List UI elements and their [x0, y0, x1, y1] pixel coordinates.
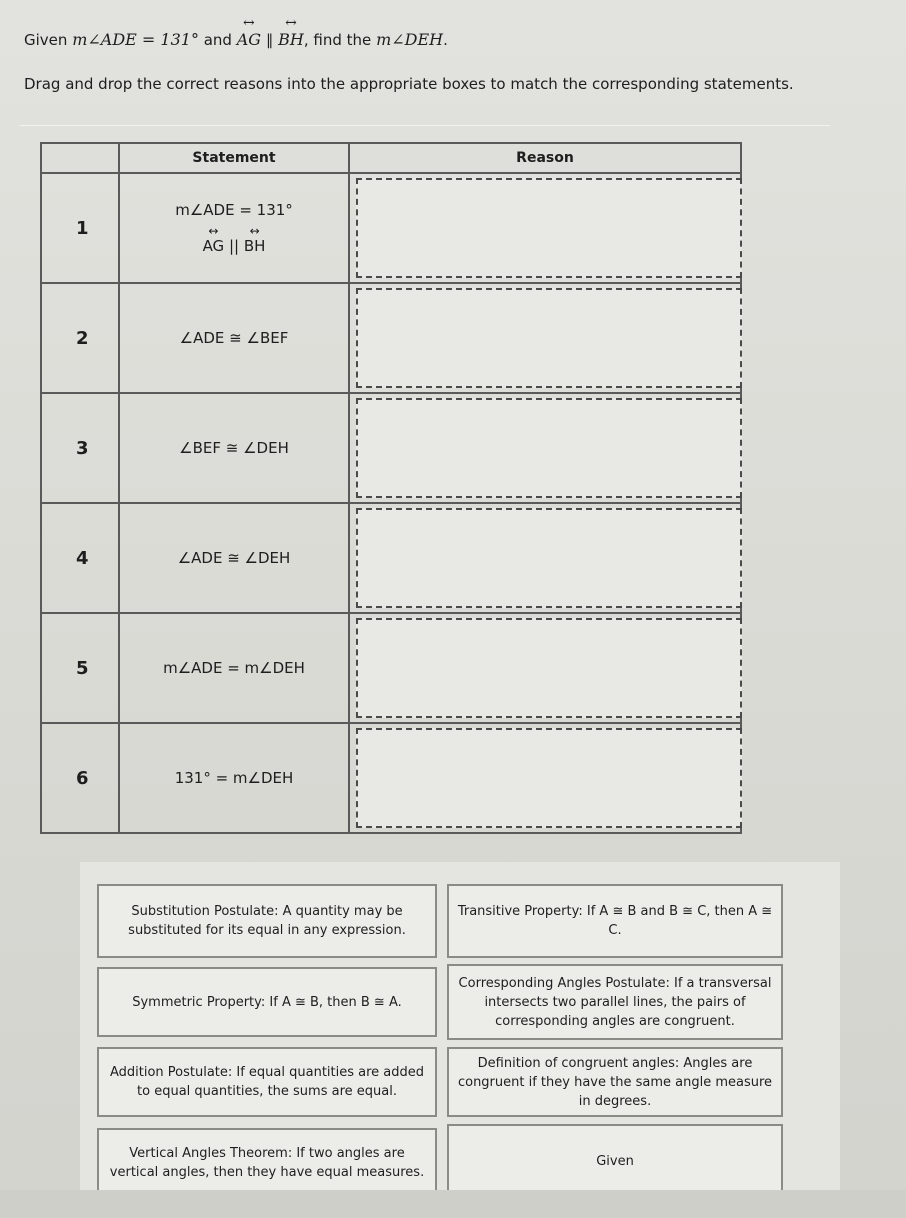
- question-given-word: Given: [24, 31, 68, 49]
- reason-card-given[interactable]: Given: [447, 1124, 783, 1198]
- row-number: 5: [41, 613, 119, 723]
- row-number: 4: [41, 503, 119, 613]
- header-reason: Reason: [349, 143, 741, 173]
- reason-card-corresponding-angles[interactable]: Corresponding Angles Postulate: If a transversal intersects two parallel lines, the pairs of corresponding angles are congruent.: [447, 964, 783, 1040]
- row-number: 1: [41, 173, 119, 283]
- statement-parallel-lines: [120, 237, 348, 255]
- reason-drop-zone-1[interactable]: [356, 178, 742, 278]
- reason-card-def-congruent-angles[interactable]: Definition of congruent angles: Angles are congruent if they have the same angle measure in degrees.: [447, 1047, 783, 1117]
- reason-card-addition[interactable]: Addition Postulate: If equal quantities are added to equal quantities, the sums are equal.: [97, 1047, 437, 1117]
- row-number: 6: [41, 723, 119, 833]
- reason-cell: [349, 283, 741, 393]
- statement-line-bh: ↔ BH: [244, 237, 266, 255]
- statement-text: ∠BEF ≅ ∠DEH: [179, 439, 289, 457]
- header-statement: Statement: [119, 143, 349, 173]
- reason-cell: [349, 723, 741, 833]
- reason-cell: [349, 173, 741, 283]
- proof-table: [40, 142, 742, 834]
- reason-drop-zone-5[interactable]: [356, 618, 742, 718]
- statement-text: ∠ADE ≅ ∠BEF: [179, 329, 289, 347]
- divider: [20, 125, 830, 126]
- question-and-word: and: [203, 31, 232, 49]
- bottom-bar: [0, 1190, 906, 1218]
- table-row: [41, 393, 741, 503]
- statement-cell: [119, 613, 349, 723]
- question-find-text: , find the: [303, 31, 372, 49]
- statement-cell: [119, 173, 349, 283]
- question-period: .: [443, 31, 448, 49]
- statement-cell: [119, 393, 349, 503]
- table-row: [41, 283, 741, 393]
- row-number: 2: [41, 283, 119, 393]
- statement-text: 131° = m∠DEH: [174, 769, 294, 787]
- statement-text: m∠ADE = 131°: [175, 201, 293, 219]
- question-target-angle: m∠DEH: [376, 30, 444, 49]
- reason-card-symmetric[interactable]: Symmetric Property: If A ≅ B, then B ≅ A.: [97, 967, 437, 1037]
- instructions-text: Drag and drop the correct reasons into the appropriate boxes to match the corresponding statements.: [24, 75, 794, 93]
- statement-text: m∠ADE = m∠DEH: [163, 659, 305, 677]
- reason-cell: [349, 613, 741, 723]
- reason-cell: [349, 393, 741, 503]
- table-row: [41, 723, 741, 833]
- statement-cell: [119, 503, 349, 613]
- question-line-bh: ↔ BH: [278, 30, 304, 49]
- reason-drop-zone-3[interactable]: [356, 398, 742, 498]
- statement-line-ag: ↔ AG: [203, 237, 225, 255]
- statement-text: ∠ADE ≅ ∠DEH: [177, 549, 291, 567]
- question-line-ag: ↔ AG: [237, 30, 261, 49]
- reason-cell: [349, 503, 741, 613]
- table-header-row: [41, 143, 741, 173]
- table-row: [41, 173, 741, 283]
- statement-cell: [119, 283, 349, 393]
- statement-parallel-symbol: ||: [224, 237, 244, 255]
- question-given-angle: m∠ADE = 131°: [72, 30, 199, 49]
- statement-cell: [119, 723, 349, 833]
- reason-drop-zone-2[interactable]: [356, 288, 742, 388]
- parallel-symbol: ∥: [265, 31, 274, 49]
- reason-card-transitive[interactable]: Transitive Property: If A ≅ B and B ≅ C, then A ≅ C.: [447, 884, 783, 958]
- table-row: [41, 613, 741, 723]
- reason-card-vertical-angles[interactable]: Vertical Angles Theorem: If two angles are vertical angles, then they have equal measures.: [97, 1128, 437, 1198]
- table-row: [41, 503, 741, 613]
- reason-card-substitution[interactable]: Substitution Postulate: A quantity may be substituted for its equal in any expression.: [97, 884, 437, 958]
- row-number: 3: [41, 393, 119, 503]
- reason-drop-zone-6[interactable]: [356, 728, 742, 828]
- question-text: [24, 30, 448, 49]
- reason-drop-zone-4[interactable]: [356, 508, 742, 608]
- header-number: [41, 143, 119, 173]
